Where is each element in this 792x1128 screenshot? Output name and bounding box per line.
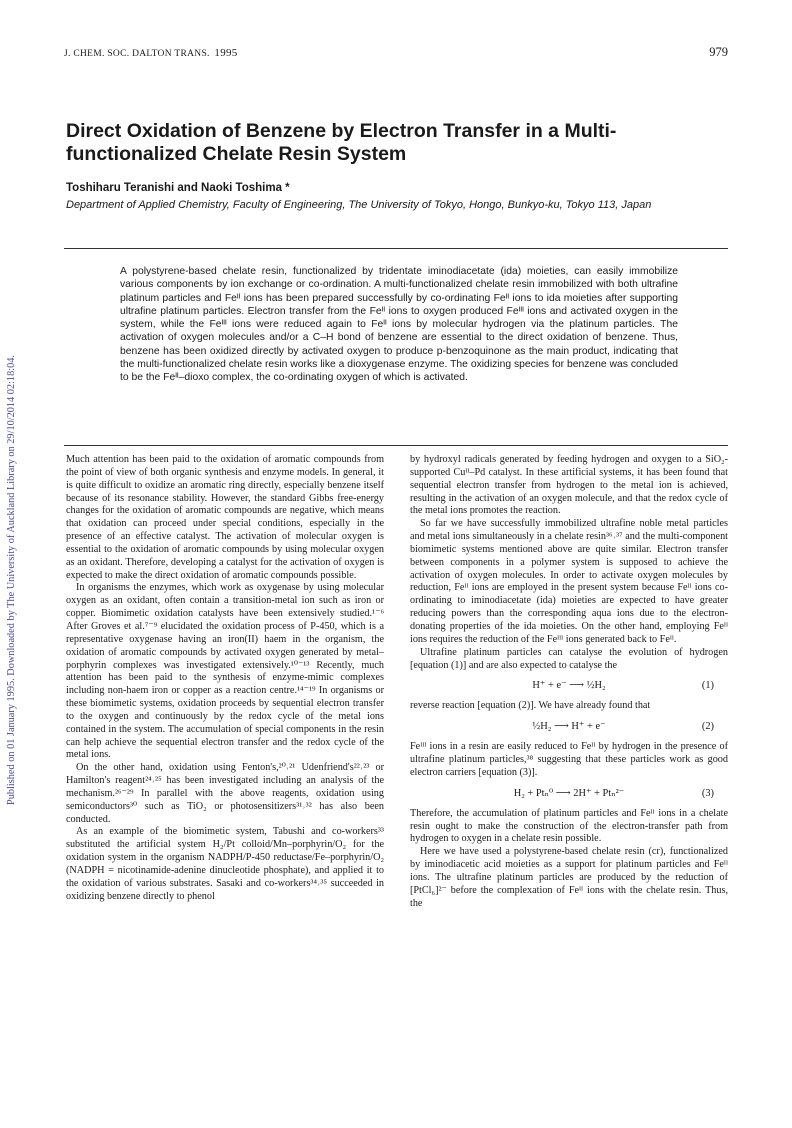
author-list: Toshiharu Teranishi and Naoki Toshima *	[66, 182, 290, 194]
abstract-top-rule	[64, 248, 728, 249]
equation-2	[410, 713, 728, 741]
abstract-text: A polystyrene-based chelate resin, functionalized by tridentate iminodiacetate (ida) moieties, can easily immobilize various components by ion exchange or co-ordination. A multi-functionalized chelate resin immobilized with both ultrafine platinum particles and Feᴵᴵ ions has been prepared successfully by co-ordinating Feᴵᴵ ions to ida moieties after supporting ultrafine platinum particles. Electron transfer from the Feᴵᴵ ions to oxygen produced Feᴵᴵᴵ ions and activated oxygen in the system, while the Feᴵᴵᴵ ions were reduced again to Feᴵᴵ ions by molecular hydrogen via the platinum particles. The activation of oxygen molecules and/or a C–H bond of benzene are essential to the direct oxidation of benzene. Thus, benzene has been oxidized directly by activated oxygen to produce p-benzoquinone as the main product, indicating that the multi-functionalized chelate resin works like a dioxygenase enzyme. The oxidizing species for benzene was concluded to be the Feᴵᴵ–dioxo complex, the co-ordinating oxygen of which is activated.	[120, 266, 678, 384]
equation-3	[410, 780, 728, 808]
body-paragraph: reverse reaction [equation (2)]. We have already found that	[410, 700, 651, 712]
author-affiliation: Department of Applied Chemistry, Faculty of Engineering, The University of Tokyo, Hongo, Bunkyo-ku, Tokyo 113, Japan	[66, 199, 652, 211]
body-paragraph: So far we have successfully immobilized ultrafine noble metal particles and metal ions simultaneously in a chelate resin³⁶˒³⁷ and the multi-component biomimetic systems mentioned above are quite similar. Electron transfer between components in a polymer system is supposed to achieve the activation of oxygen molecules. In order to activate oxygen molecules by reduction, Feᴵᴵ ions are employed in the present system because Feᴵᴵ ions co-ordinating to iminodiacetate (ida) moieties are expected to have greater reducing powers than the corresponding aqua ions due to the electron-donating properties of the ida moieties. On the other hand, employing Feᴵᴵ ions requires the reduction of the Feᴵᴵᴵ ions generated back to Feᴵᴵ.	[410, 518, 728, 645]
body-paragraph: by hydroxyl radicals generated by feeding hydrogen and oxygen to a SiO₂-supported Cuᴵᴵ–Pd catalyst. In these artificial systems, it has been found that sequential electron transfer from hydrogen to the metal ion is achieved, resulting in the activation of an oxygen molecule, and that the redox cycle of the metal ions promotes the reaction.	[410, 454, 728, 517]
equation-number: (2)	[701, 721, 714, 733]
equation-expression: ½H₂ ⟶ H⁺ + e⁻	[532, 721, 606, 733]
body-paragraph: Feᴵᴵᴵ ions in a resin are easily reduced to Feᴵᴵ by hydrogen in the presence of ultrafine platinum particles,³⁸ suggesting that these particles work as good electron carriers [equation (3)].	[410, 741, 728, 778]
abstract-bottom-rule	[64, 445, 728, 446]
body-paragraph: Ultrafine platinum particles can catalyse the evolution of hydrogen [equation (1)] and are also expected to catalyse the	[410, 646, 728, 671]
equation-number: (3)	[701, 787, 714, 799]
equation-expression: H₂ + Ptₙ⁰ ⟶ 2H⁺ + Ptₙ²⁻	[513, 787, 625, 799]
equation-number: (1)	[701, 680, 714, 692]
body-paragraph: As an example of the biomimetic system, Tabushi and co-workers³³ substituted the artificial system H₂/Pt colloid/Mn–porphyrin/O₂ for the oxidation system in the organism NADPH/P-450 reductase/Fe–porphyrin/O₂ (NADPH = nicotinamide-adenine dinucleotide phosphate), and applied it to the oxidation of various substrates. Sasaki and co-workers³⁴˒³⁵ succeeded in oxidizing benzene directly to phenol	[66, 826, 384, 902]
body-paragraph: Here we have used a polystyrene-based chelate resin (cr), functionalized by iminodiacetic acid moieties as a support for platinum particles and Feᴵᴵ ions. The ultrafine platinum particles are produced by the reduction of [PtCl₆]²⁻ before the complexation of Feᴵᴵ ions with the chelate resin. Thus, the	[410, 846, 728, 909]
journal-title: J. CHEM. SOC. DALTON TRANS.	[64, 49, 210, 59]
running-header	[64, 47, 728, 63]
journal-name	[64, 47, 238, 59]
equation-1	[410, 672, 728, 700]
journal-year: 1995	[214, 47, 238, 59]
body-paragraph: Much attention has been paid to the oxidation of aromatic compounds from the point of view of both organic synthesis and enzyme models. In general, it is quite difficult to oxidize an aromatic ring directly, especially benzene itself because of its resonance stability. However, the standard Gibbs free-energy changes for the oxidation of aromatic compounds are negative, which means that oxidation can proceed under special conditions, especially in the presence of an effective catalyst. The activation of molecular oxygen is essential to the oxidation of aromatic compounds by using molecular oxygen as an oxidant. Therefore, developing a catalyst for the activation of oxygen is expected to make the direct oxidation of aromatic compounds possible.	[66, 454, 384, 581]
download-watermark[interactable]: Published on 01 January 1995. Downloaded by The University of Auckland Library on 29/10/2014 02:18:04.	[6, 355, 17, 805]
body-paragraph: On the other hand, oxidation using Fenton's,²⁰˒²¹ Udenfriend's²²˒²³ or Hamilton's reagent²⁴˒²⁵ has been investigated including an analysis of the mechanism.²⁶⁻²⁹ In parallel with the above reagents, oxidation using semiconductors³⁰ such as TiO₂ or photosensitizers³¹˒³² has also been conducted.	[66, 762, 384, 825]
page-number: 979	[709, 45, 728, 59]
body-paragraph: Therefore, the accumulation of platinum particles and Feᴵᴵ ions in a chelate resin ought to make the construction of the electron-transfer path from hydrogen to oxygen in a chelate resin possible.	[410, 807, 728, 845]
article-title: Direct Oxidation of Benzene by Electron Transfer in a Multi-functionalized Chelate Resin System	[66, 120, 617, 165]
left-column	[66, 454, 384, 904]
body-paragraph: In organisms the enzymes, which work as oxygenase by using molecular oxygen as an oxidant, often contain a transition-metal ion such as iron or copper. Biomimetic oxidation catalysts have been extensively studied.¹⁻⁶ After Groves et al.⁷⁻⁹ elucidated the oxidation process of P-450, which is a representative oxygenase having an iron(II) haem in the organism, the oxidation of aromatic compounds by activated oxygen generated by metal–porphyrin complexes was investigated extensively.¹⁰⁻¹³ Recently, much attention has been paid to the synthesis of enzyme-mimic complexes including non-haem iron or copper as a reaction centre.¹⁴⁻¹⁹ In organisms or these biomimetic systems, oxidation proceeds by sequential electron transfer to the oxygen and continuously by the redox cycle of the metal ions contained in the system. The accumulation of special components in the resin can help achieve the sequential electron transfer and the redox cycle of the metal ions.	[66, 582, 384, 761]
right-column	[410, 454, 728, 910]
equation-expression: H⁺ + e⁻ ⟶ ½H₂	[532, 680, 606, 692]
